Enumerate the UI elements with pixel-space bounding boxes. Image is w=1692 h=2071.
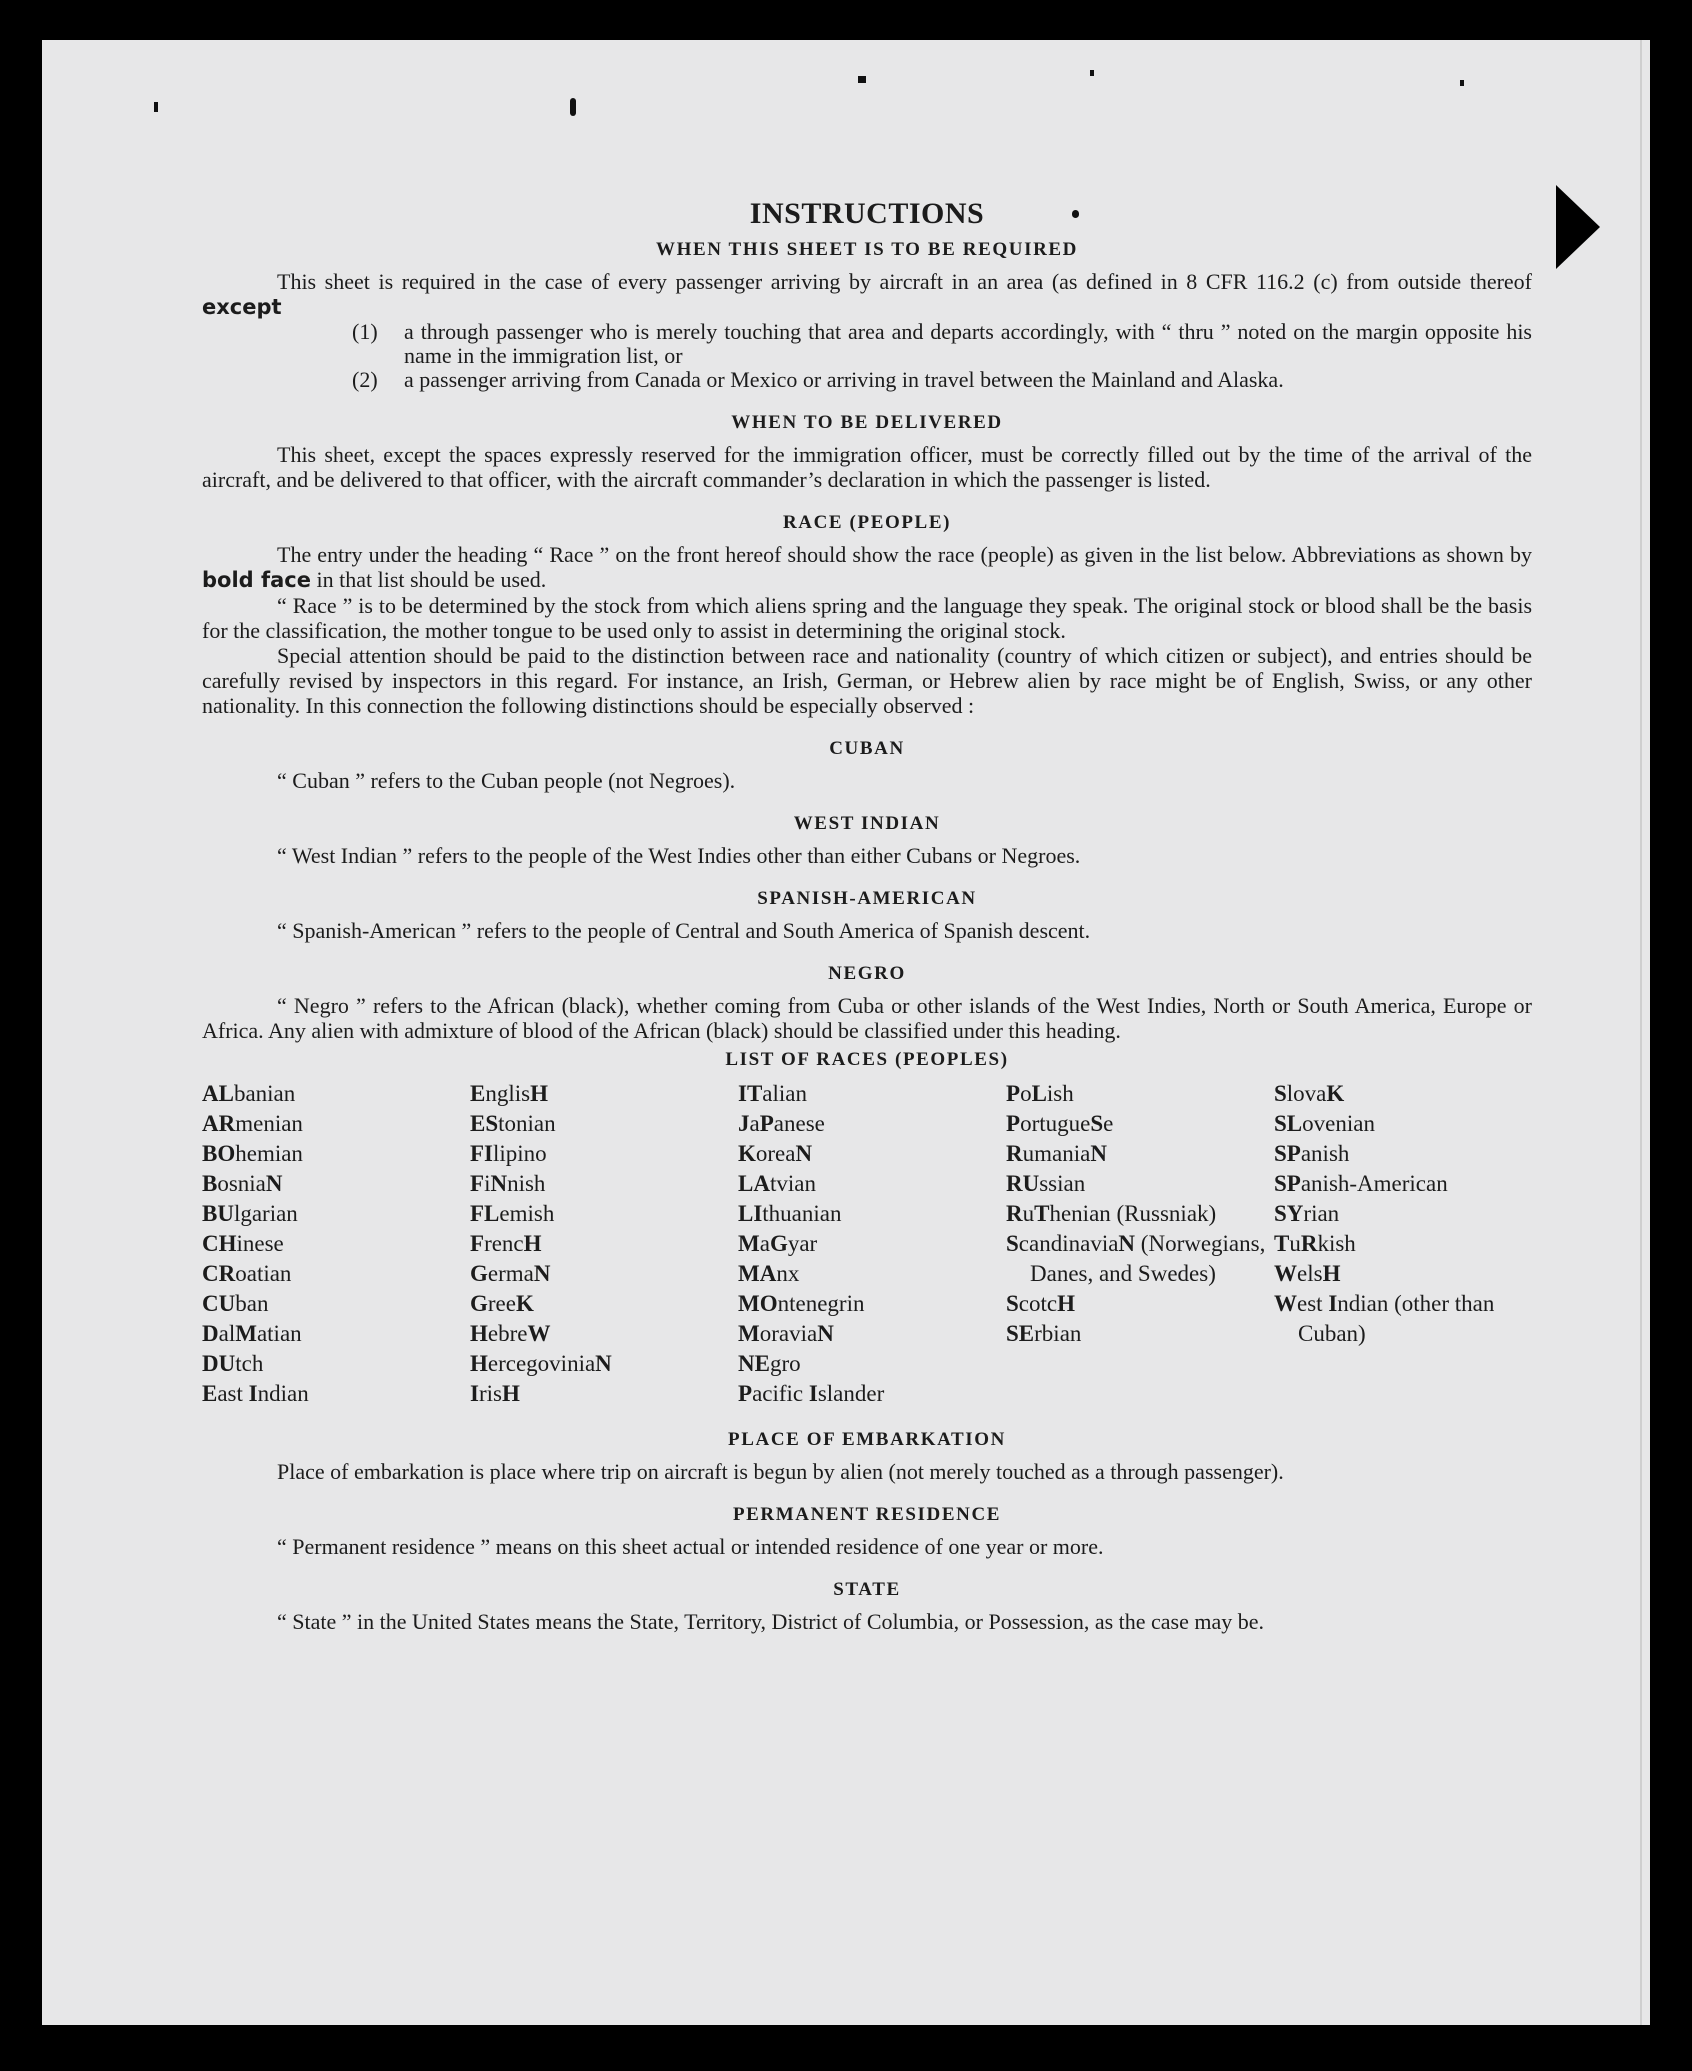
list-item: (2) a passenger arriving from Canada or Mexico or arriving in travel between the Mainland and Alaska.	[352, 367, 1284, 392]
races-column	[202, 1079, 470, 1409]
race-entry: MOntenegrin	[738, 1291, 865, 1316]
race-entry: HebreW	[470, 1321, 551, 1346]
race-entry: EnglisH	[470, 1081, 548, 1106]
race-entry: SPanish-American	[1274, 1171, 1448, 1196]
heading-negro: NEGRO	[828, 963, 906, 984]
race-entry: DUtch	[202, 1351, 264, 1376]
race-entry: FrencH	[470, 1231, 542, 1256]
race-entry: West Indian (other than Cuban)	[1274, 1291, 1495, 1346]
races-column	[1274, 1079, 1532, 1409]
race-entry: MoraviaN	[738, 1321, 834, 1346]
race-entry: RumaniaN	[1006, 1141, 1107, 1166]
races-column	[738, 1079, 1006, 1409]
race-paragraph-1: The entry under the heading “ Race ” on the front hereof should show the race (people) as given in the list below. Abbreviations as shown by bold face in that list should be used.	[202, 542, 1532, 592]
race-entry: MAnx	[738, 1261, 800, 1286]
race-entry: SLovenian	[1274, 1111, 1375, 1136]
document-page	[42, 40, 1650, 2025]
race-entry: NEgro	[738, 1351, 801, 1376]
torn-corner	[1556, 185, 1600, 269]
race-entry: BosniaN	[202, 1171, 283, 1196]
races-table	[202, 1079, 1532, 1409]
heading-required: WHEN THIS SHEET IS TO BE REQUIRED	[655, 239, 1079, 260]
heading-embarkation: PLACE OF EMBARKATION	[728, 1429, 1006, 1450]
race-entry: RuThenian (Russniak)	[1006, 1201, 1217, 1226]
race-entry: KoreaN	[738, 1141, 813, 1166]
speck	[570, 98, 576, 116]
race-entry: WelsH	[1274, 1261, 1341, 1286]
race-entry: FiNnish	[470, 1171, 546, 1196]
race-entry: GreeK	[470, 1291, 534, 1316]
race-entry: EStonian	[470, 1111, 556, 1136]
speck	[858, 76, 866, 83]
race-entry: MaGyar	[738, 1231, 818, 1256]
race-entry: LAtvian	[738, 1171, 816, 1196]
race-entry: ALbanian	[202, 1081, 296, 1106]
race-entry: SErbian	[1006, 1321, 1082, 1346]
delivered-text: This sheet, except the spaces expressly reserved for the immigration officer, must be correctly filled out by the time of the arrival of the aircraft, and be delivered to that officer, with the aircraft commander’s declaration in which the passenger is listed.	[202, 442, 1532, 492]
race-entry: PortugueSe	[1006, 1111, 1114, 1136]
race-entry: ARmenian	[202, 1111, 303, 1136]
race-entry: GermaN	[470, 1261, 551, 1286]
heading-spanish-american: SPANISH-AMERICAN	[757, 888, 977, 909]
race-paragraph-3: Special attention should be paid to the distinction between race and nationality (country of which citizen or subject), and entries should be carefully revised by inspectors in this regard. For instance, an Irish, German, or Hebrew alien by race might be of English, Swiss, or any other nationality. In this connection the following distinctions should be especially observed :	[202, 643, 1532, 718]
race-entry: BUlgarian	[202, 1201, 298, 1226]
race-entry: PoLish	[1006, 1081, 1074, 1106]
heading-list-of-races: LIST OF RACES (PEOPLES)	[725, 1049, 1009, 1070]
race-entry: FIlipino	[470, 1141, 547, 1166]
race-entry: SlovaK	[1274, 1081, 1345, 1106]
race-entry: ITalian	[738, 1081, 807, 1106]
race-entry: JaPanese	[738, 1111, 825, 1136]
instructions-text	[202, 152, 1532, 1634]
speck	[1090, 70, 1094, 76]
heading-cuban: CUBAN	[829, 738, 905, 759]
required-intro: This sheet is required in the case of every passenger arriving by aircraft in an area (as defined in 8 CFR 116.2 (c) from outside thereof except	[202, 269, 1532, 319]
residence-text: “ Permanent residence ” means on this sheet actual or intended residence of one year or more.	[277, 1534, 1104, 1559]
heading-residence: PERMANENT RESIDENCE	[732, 1504, 1002, 1525]
race-entry: ScotcH	[1006, 1291, 1075, 1316]
race-entry: LIthuanian	[738, 1201, 842, 1226]
race-entry: Pacific Islander	[738, 1381, 885, 1406]
cuban-text: “ Cuban ” refers to the Cuban people (not Negroes).	[277, 768, 736, 793]
race-entry: FLemish	[470, 1201, 555, 1226]
speck	[1460, 80, 1464, 86]
race-entry: CUban	[202, 1291, 269, 1316]
race-entry: SPanish	[1274, 1141, 1350, 1166]
list-item: (1) a through passenger who is merely touching that area and departs accordingly, with “ thru ” noted on the margin opposite his name in the immigration list, or	[352, 319, 1532, 368]
spanish-american-text: “ Spanish-American ” refers to the people of Central and South America of Spanish descent.	[277, 918, 1091, 943]
race-entry: CRoatian	[202, 1261, 292, 1286]
race-entry: DalMatian	[202, 1321, 302, 1346]
race-entry: BOhemian	[202, 1141, 303, 1166]
heading-delivered: WHEN TO BE DELIVERED	[731, 412, 1003, 433]
speck	[154, 102, 158, 112]
races-column	[470, 1079, 738, 1409]
race-entry: SYrian	[1274, 1201, 1340, 1226]
race-entry: TuRkish	[1274, 1231, 1356, 1256]
embarkation-text: Place of embarkation is place where trip on aircraft is begun by alien (not merely touched as a through passenger).	[277, 1459, 1284, 1484]
negro-text: “ Negro ” refers to the African (black), whether coming from Cuba or other islands of the West Indies, North or South America, Europe or Africa. Any alien with admixture of blood of the African (black) should be classified under this heading.	[202, 993, 1532, 1043]
race-entry: East Indian	[202, 1381, 309, 1406]
race-entry: ScandinaviaN (Norwegians, Danes, and Swedes)	[1006, 1231, 1266, 1286]
state-text: “ State ” in the United States means the State, Territory, District of Columbia, or Possession, as the case may be.	[277, 1609, 1265, 1634]
race-entry: RUssian	[1006, 1171, 1086, 1196]
heading-west-indian: WEST INDIAN	[793, 813, 941, 834]
heading-state: STATE	[833, 1579, 901, 1600]
west-indian-text: “ West Indian ” refers to the people of the West Indies other than either Cubans or Negroes.	[277, 843, 1081, 868]
races-column	[1006, 1079, 1274, 1409]
race-entry: IrisH	[470, 1381, 520, 1406]
race-paragraph-2: “ Race ” is to be determined by the stock from which aliens spring and the language they speak. The original stock or blood shall be the basis for the classification, the mother tongue to be used only to assist in determining the original stock.	[202, 593, 1532, 643]
heading-race: RACE (PEOPLE)	[782, 512, 952, 533]
race-entry: HercegoviniaN	[470, 1351, 612, 1376]
race-entry: CHinese	[202, 1231, 284, 1256]
page-title: INSTRUCTIONS	[749, 197, 985, 230]
